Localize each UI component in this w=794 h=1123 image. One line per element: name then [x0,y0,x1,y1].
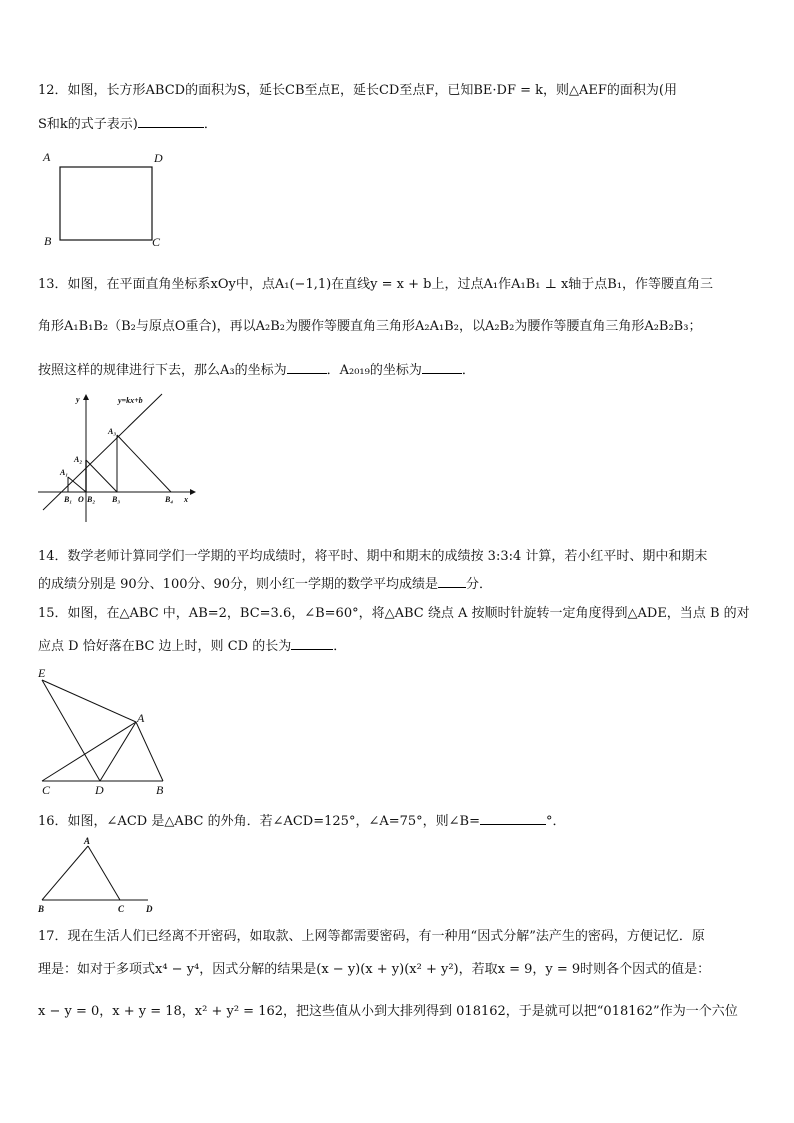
label-b4: B₄ [165,495,174,504]
q13-text-line3b: ．A₂₀₁₉的坐标为 [326,363,422,378]
q12-text-line1: 12．如图，长方形ABCD的面积为S，延长CB至点E，延长CD至点F，已知BE·DF = k，则△AEF的面积为(用 [38,83,677,98]
q13-answer-blank-1[interactable] [287,360,327,374]
label-e: E [38,666,46,680]
q12-text-line2 [38,114,217,134]
line-y-kx-b [43,394,162,510]
segment-a-c [42,722,136,781]
label-b: B [156,783,164,797]
label-b: B [38,904,45,914]
label-x: x [184,495,188,504]
q13-answer-blank-2[interactable] [422,360,462,374]
segment-a-d [100,722,136,781]
label-a: A [137,711,145,725]
q14-answer-blank[interactable] [438,574,466,588]
label-line-equation: y=kx+b [118,396,143,405]
q16-text-line1 [38,811,566,831]
q17-text-line2: 理是：如对于多项式x⁴ − y⁴，因式分解的结果是(x − y)(x + y)(x² + y²)，若取x = 9，y = 9时则各个因式的值是： [38,962,711,977]
label-c: C [42,783,51,797]
segment-a-b [42,846,88,900]
q13-text-line2: 角形A₁B₁B₂（B₂与原点O重合)，再以A₂B₂为腰作等腰直角三角形A₂A₁B₂，以A₂B₂为腰作等腰直角三角形A₂B₂B₃； [38,319,702,334]
q12-rectangle-figure [38,150,178,250]
label-a: A [43,150,51,164]
label-a3: A₃ [108,427,117,436]
q15-text-line2 [38,636,346,656]
q16-answer-blank[interactable] [480,811,546,825]
q14-text-line2-content: 的成绩分别是 90分、100分、90分，则小红一学期的数学平均成绩是 [38,577,439,592]
label-y: y [76,395,80,404]
q14-text-line1: 14．数学老师计算同学们一学期的平均成绩时，将平时、期中和期末的成绩按 3:3:4 计算，若小红平时、期中和期末 [38,549,708,564]
segment-a-b [136,722,163,781]
label-a1: A₁ [60,468,69,477]
segment-a-c [88,846,120,900]
q15-end: ． [333,639,347,654]
label-d: D [154,151,163,165]
q12-text-line2-content: S和k的式子表示) [38,117,138,132]
label-c: C [118,904,125,914]
label-b3: B₃ [112,495,121,504]
x-axis-arrow-icon [190,489,196,495]
q13-coordinate-figure [38,392,198,527]
label-b1: B₁ [64,495,73,504]
q13-text-line3a: 按照这样的规律进行下去，那么A₃的坐标为 [38,363,287,378]
q16-end: °． [546,814,566,829]
q12-answer-blank[interactable] [138,114,204,128]
q17-text-line1: 17．现在生活人们已经离不开密码，如取款、上网等都需要密码，有一种用“因式分解”法产生的密码，方便记忆．原 [38,929,705,944]
q17-text-line3: x − y = 0，x + y = 18，x² + y² = 162，把这些值从小到大排列得到 018162，于是就可以把“018162”作为一个六位 [38,1004,738,1019]
q15-text-line1: 15．如图，在△ABC 中，AB=2，BC=3.6，∠B=60°，将△ABC 绕点 A 按顺时针旋转一定角度得到△ADE，当点 B 的对 [38,606,750,621]
label-d: D [146,904,153,914]
label-a2: A₂ [74,455,83,464]
segment-a2-b3 [86,460,117,492]
q15-text-line2-content: 应点 D 恰好落在BC 边上时，则 CD 的长为 [38,639,292,654]
label-d: D [95,783,104,797]
q13-text-line1: 13．如图，在平面直角坐标系xOy中，点A₁(−1,1)在直线y = x + b上，过点A₁作A₁B₁ ⊥ x轴于点B₁，作等腰直角三 [38,277,714,292]
rectangle-abcd [60,167,152,240]
label-b2: B₂ [87,495,96,504]
q15-answer-blank[interactable] [291,636,333,650]
q16-triangle-figure [38,836,168,916]
segment-a1-b2 [68,477,86,492]
y-axis-arrow-icon [83,394,89,400]
q12-end: ． [203,117,217,132]
q15-rotation-figure [38,665,178,800]
q14-text-line2 [38,574,492,594]
segment-e-d [42,680,100,781]
q13-text-line3 [38,360,475,380]
label-o: O [78,495,84,504]
segment-a3-b4 [117,435,171,492]
segment-e-a [42,680,136,722]
q14-end: 分． [466,577,493,592]
label-b: B [44,234,52,248]
label-a: A [84,836,91,846]
q16-text-content: 16．如图，∠ACD 是△ABC 的外角．若∠ACD=125°，∠A=75°，则∠B= [38,814,480,829]
q13-end: ． [461,363,475,378]
label-c: C [152,235,161,249]
